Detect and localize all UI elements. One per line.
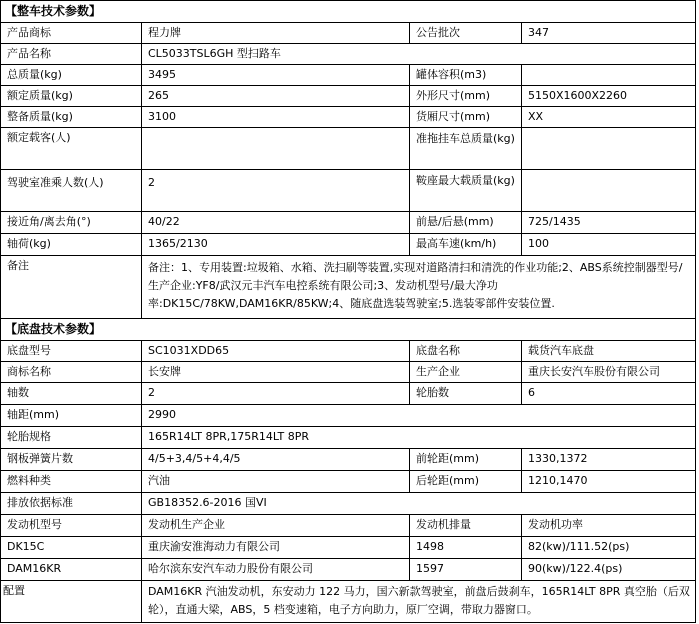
- table-row: [0, 64, 696, 85]
- label-cell: 产品商标: [0, 22, 141, 43]
- table-row: [0, 382, 696, 404]
- label-cell: 外形尺寸(mm): [409, 85, 521, 106]
- value-cell: 40/22: [141, 211, 409, 233]
- label-cell: 额定载客(人): [0, 127, 141, 169]
- vehicle-section-header: 【整车技术参数】: [0, 0, 696, 22]
- value-cell: 100: [521, 233, 696, 255]
- table-row: [0, 404, 696, 426]
- table-row: [0, 106, 696, 127]
- column-header: 发动机生产企业: [141, 514, 409, 536]
- label-cell: 燃料种类: [0, 470, 141, 492]
- label-cell: 轴距(mm): [0, 404, 141, 426]
- table-row: [0, 211, 696, 233]
- table-row: [0, 169, 696, 211]
- engine-header-row: [0, 514, 696, 536]
- table-bottom-border: [0, 622, 696, 623]
- engine-model: DK15C: [0, 536, 141, 558]
- value-cell: 165R14LT 8PR,175R14LT 8PR: [141, 426, 696, 448]
- label-cell: 产品名称: [0, 43, 141, 64]
- label-cell: 准拖挂车总质量(kg): [409, 127, 521, 169]
- engine-power: 82(kw)/111.52(ps): [521, 536, 696, 558]
- label-cell: 整备质量(kg): [0, 106, 141, 127]
- label-cell: 底盘名称: [409, 340, 521, 361]
- label-cell: 接近角/离去角(°): [0, 211, 141, 233]
- value-cell: [141, 127, 409, 169]
- label-cell: 罐体容积(m3): [409, 64, 521, 85]
- table-row: [0, 426, 696, 448]
- label-cell: 最高车速(km/h): [409, 233, 521, 255]
- label-cell: 驾驶室准乘人数(人): [0, 169, 141, 211]
- table-row: [0, 127, 696, 169]
- label-cell: 货厢尺寸(mm): [409, 106, 521, 127]
- value-cell: 4/5+3,4/5+4,4/5: [141, 448, 409, 470]
- value-cell: 2990: [141, 404, 696, 426]
- value-cell: 1365/2130: [141, 233, 409, 255]
- label-cell: 前悬/后悬(mm): [409, 211, 521, 233]
- value-cell: 2: [141, 382, 409, 404]
- table-row: [0, 361, 696, 382]
- table-row: [0, 492, 696, 514]
- column-header: 发动机排量: [409, 514, 521, 536]
- value-cell: [521, 169, 696, 211]
- label-cell: 生产企业: [409, 361, 521, 382]
- label-cell: 排放依据标准: [0, 492, 141, 514]
- column-header: 发动机型号: [0, 514, 141, 536]
- label-cell: 轮胎数: [409, 382, 521, 404]
- value-cell: 载货汽车底盘: [521, 340, 696, 361]
- label-cell: 轮胎规格: [0, 426, 141, 448]
- label-cell: 钢板弹簧片数: [0, 448, 141, 470]
- value-cell: SC1031XDD65: [141, 340, 409, 361]
- label-cell: 后轮距(mm): [409, 470, 521, 492]
- value-cell: 725/1435: [521, 211, 696, 233]
- value-cell: GB18352.6-2016 国VI: [141, 492, 696, 514]
- engine-maker: 重庆渝安淮海动力有限公司: [141, 536, 409, 558]
- engine-maker: 哈尔滨东安汽车动力股份有限公司: [141, 558, 409, 580]
- value-cell: 1210,1470: [521, 470, 696, 492]
- value-cell: 2: [141, 169, 409, 211]
- config-row: [0, 580, 696, 622]
- value-cell: 5150X1600X2260: [521, 85, 696, 106]
- value-cell: 程力牌: [141, 22, 409, 43]
- table-row: [0, 233, 696, 255]
- label-cell: 商标名称: [0, 361, 141, 382]
- value-cell: [521, 64, 696, 85]
- remark-row: [0, 255, 696, 318]
- label-cell: 轴荷(kg): [0, 233, 141, 255]
- label-cell: 前轮距(mm): [409, 448, 521, 470]
- value-cell: 汽油: [141, 470, 409, 492]
- value-cell: 265: [141, 85, 409, 106]
- value-cell: 3100: [141, 106, 409, 127]
- table-row: [0, 470, 696, 492]
- table-row: [0, 43, 696, 64]
- value-cell: [521, 127, 696, 169]
- label-cell: 公告批次: [409, 22, 521, 43]
- value-cell: 3495: [141, 64, 409, 85]
- engine-power: 90(kw)/122.4(ps): [521, 558, 696, 580]
- value-cell: 长安牌: [141, 361, 409, 382]
- label-cell: 轴数: [0, 382, 141, 404]
- value-cell: 347: [521, 22, 696, 43]
- remark-label: 备注: [0, 255, 141, 318]
- table-row: [0, 22, 696, 43]
- engine-displacement: 1597: [409, 558, 521, 580]
- label-cell: 额定质量(kg): [0, 85, 141, 106]
- label-cell: 鞍座最大载质量(kg): [409, 169, 521, 211]
- value-cell: 6: [521, 382, 696, 404]
- chassis-section-header: 【底盘技术参数】: [0, 318, 696, 340]
- product-name-value: CL5033TSL6GH 型扫路车: [141, 43, 696, 64]
- engine-row: [0, 536, 696, 558]
- config-text: DAM16KR 汽油发动机，东安动力 122 马力，国六新款驾驶室，前盘后鼓刹车，165R14LT 8PR 真空胎（后双轮），直通大梁，ABS，5 档变速箱，电子方向助力，原厂空调，带取力器窗口。: [141, 580, 696, 622]
- table-row: [0, 85, 696, 106]
- value-cell: XX: [521, 106, 696, 127]
- engine-displacement: 1498: [409, 536, 521, 558]
- engine-row: [0, 558, 696, 580]
- table-row: [0, 448, 696, 470]
- value-cell: 重庆长安汽车股份有限公司: [521, 361, 696, 382]
- column-header: 发动机功率: [521, 514, 696, 536]
- remark-text: 备注：1、专用装置:垃圾箱、水箱、洗扫刷等装置,实现对道路清扫和清洗的作业功能;2、ABS系统控制器型号/生产企业:YF8/武汉元丰汽车电控系统有限公司;3、发动机型号/最大净功率:DK15C/78KW,DAM16KR/85KW;4、随底盘选装驾驶室;5.选装零部件安装位置.: [141, 255, 696, 318]
- label-cell: 底盘型号: [0, 340, 141, 361]
- engine-model: DAM16KR: [0, 558, 141, 580]
- label-cell: 总质量(kg): [0, 64, 141, 85]
- value-cell: 1330,1372: [521, 448, 696, 470]
- table-row: [0, 340, 696, 361]
- config-label: 配置: [0, 580, 141, 622]
